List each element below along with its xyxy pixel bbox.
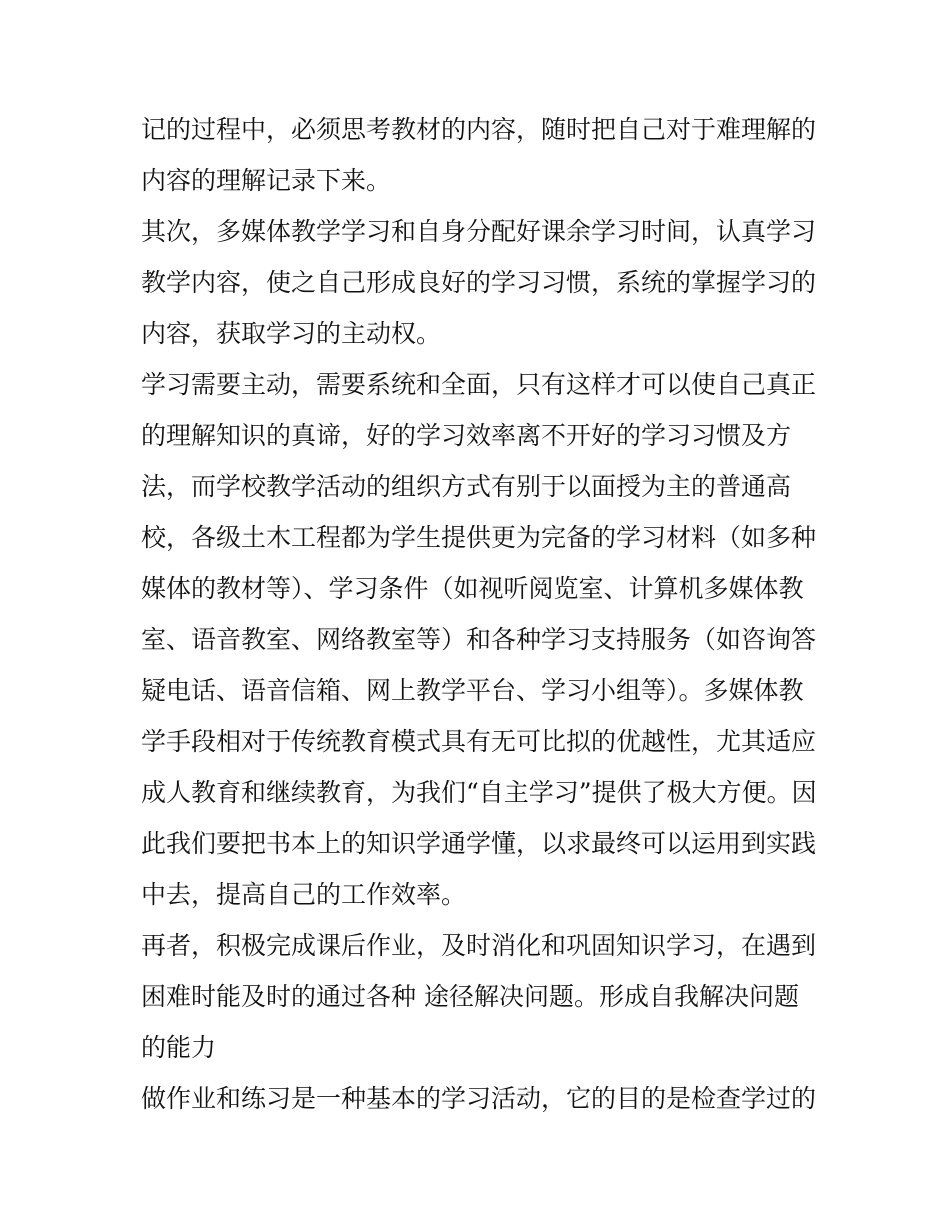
text-line: 其次，多媒体教学学习和自身分配好课余学习时间，认真学习 — [141, 217, 817, 246]
text-line: 内容，获取学习的主动权。 — [141, 319, 442, 348]
text-line: 法，而学校教学活动的组织方式有别于以面授为主的普通高 — [141, 472, 792, 501]
text-line: 中去，提高自己的工作效率。 — [141, 880, 467, 909]
text-line: 的能力 — [141, 1033, 217, 1062]
text-line: 做作业和练习是一种基本的学习活动，它的目的是检查学过的 — [141, 1084, 817, 1113]
text-line: 再者，积极完成课后作业，及时消化和巩固知识学习，在遇到 — [141, 931, 817, 960]
text-line: 成人教育和继续教育，为我们“自主学习”提供了极大方便。因 — [141, 778, 817, 807]
text-line: 困难时能及时的通过各种 途径解决问题。形成自我解决问题 — [141, 982, 799, 1011]
text-line: 内容的理解记录下来。 — [141, 166, 392, 195]
text-line: 室、语音教室、网络教室等）和各种学习支持服务（如咨询答 — [141, 625, 817, 654]
body-text — [141, 104, 821, 1124]
text-line: 此我们要把书本上的知识学通学懂，以求最终可以运用到实践 — [141, 829, 817, 858]
text-line: 学习需要主动，需要系统和全面，只有这样才可以使自己真正 — [141, 370, 817, 399]
text-line: 媒体的教材等）、学习条件（如视听阅览室、计算机多媒体教 — [141, 574, 804, 603]
text-line: 学手段相对于传统教育模式具有无可比拟的优越性，尤其适应 — [141, 727, 817, 756]
text-line: 校，各级土木工程都为学生提供更为完备的学习材料（如多种 — [141, 523, 817, 552]
text-line: 的理解知识的真谛，好的学习效率离不开好的学习习惯及方 — [141, 421, 792, 450]
text-line: 疑电话、语音信箱、网上教学平台、学习小组等）。多媒体教 — [141, 676, 804, 705]
text-line: 记的过程中，必须思考教材的内容，随时把自己对于难理解的 — [141, 115, 817, 144]
text-line: 教学内容，使之自己形成良好的学习习惯，系统的掌握学习的 — [141, 268, 817, 297]
